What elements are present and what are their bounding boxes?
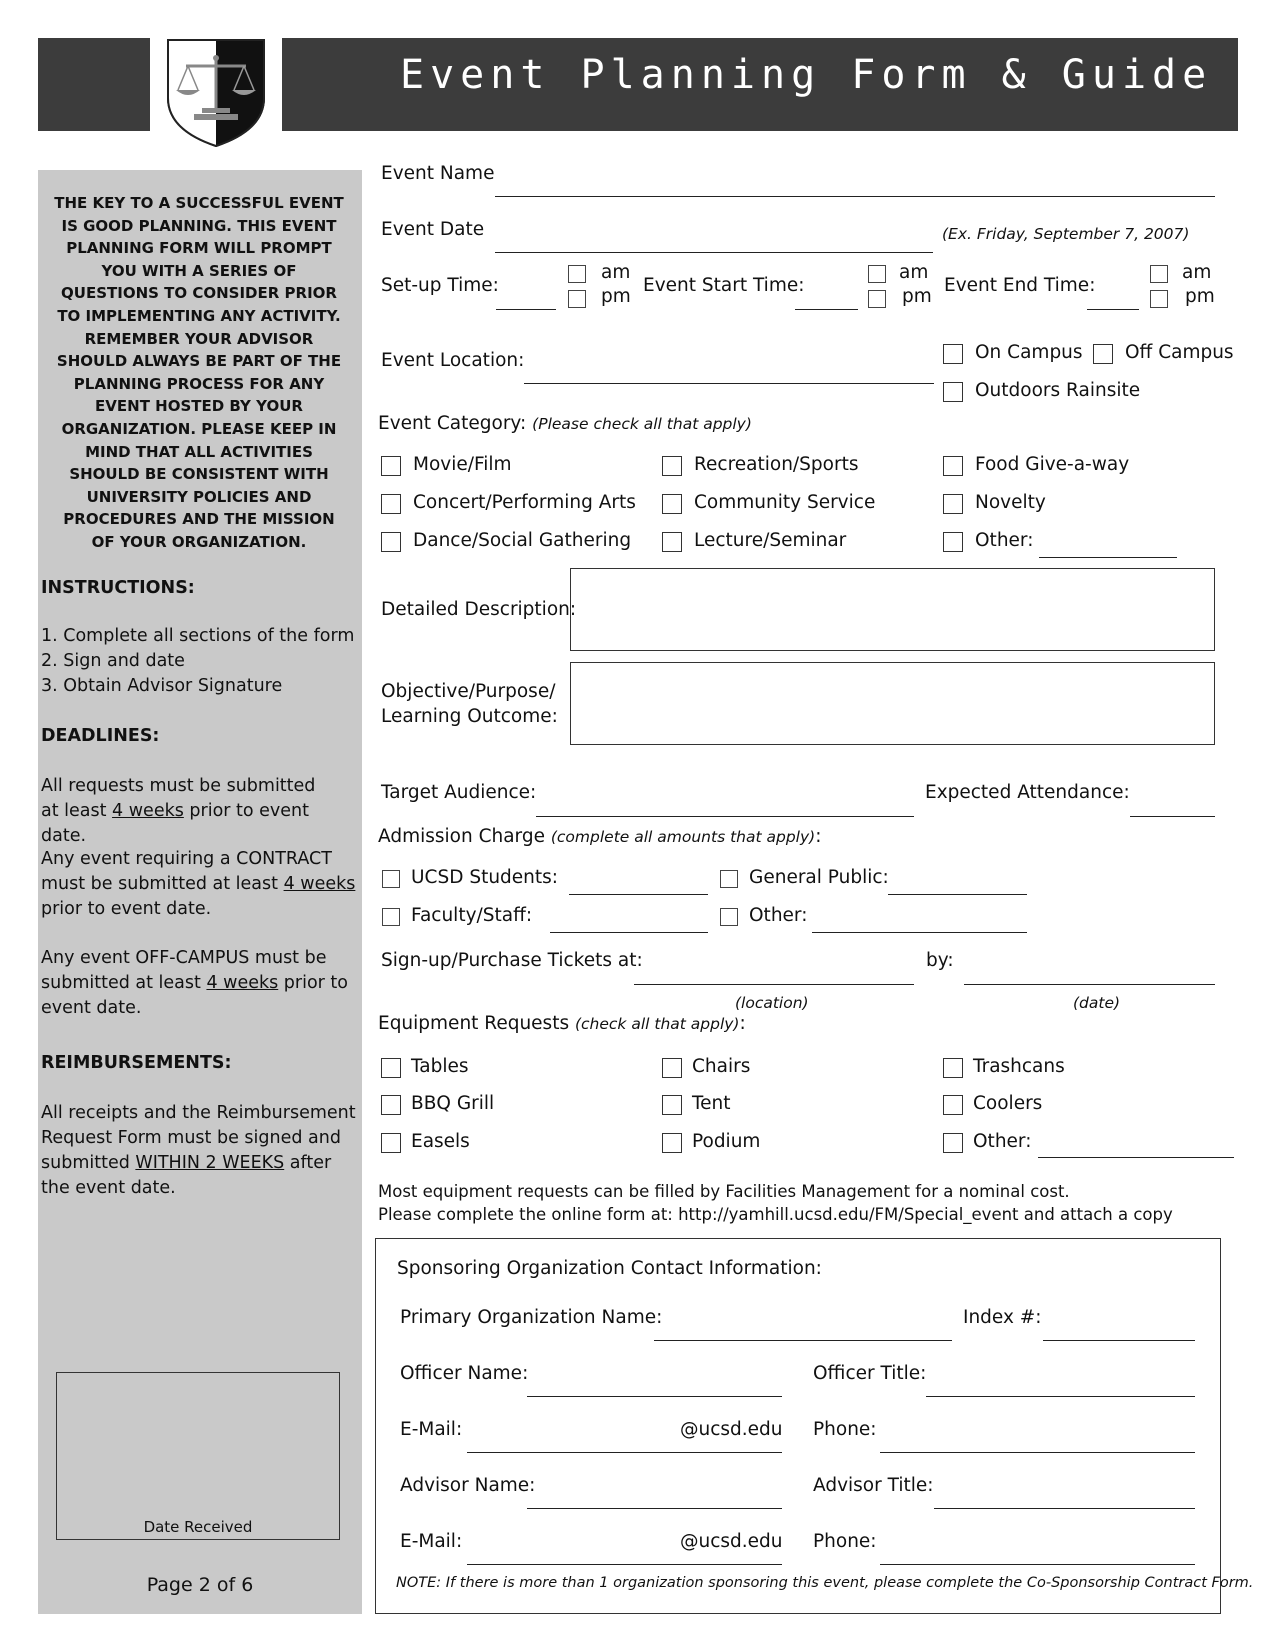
deadline-1: All requests must be submitted at least 4 weeks prior to event date.	[41, 776, 316, 846]
advisor-email-field[interactable]	[467, 1564, 782, 1565]
sidebar-intro: THE KEY TO A SUCCESSFUL EVENT IS GOOD PLANNING. THIS EVENT PLANNING FORM WILL PROMPT YOU WITH A SERIES OF QUESTIONS TO CONSIDER PRIOR TO IMPLEMENTING ANY ACTIVITY. REMEMBER YOUR ADVISOR SHOULD ALWAYS BE PART OF THE PLANNING PROCESS FOR ANY EVENT HOSTED BY YOUR ORGANIZATION. PLEASE KEEP IN MIND THAT ALL ACTIVITIES SHOULD BE CONSISTENT WITH UNIVERSITY POLICIES AND PROCEDURES AND THE MISSION OF YOUR ORGANIZATION.	[54, 194, 344, 551]
officer-email-domain: @ucsd.edu	[680, 1419, 783, 1440]
deadline-3: Any event OFF-CAMPUS must be submitted at least 4 weeks prior to event date.	[41, 948, 348, 1018]
general-public-checkbox[interactable]	[720, 870, 738, 888]
category-dance-label: Dance/Social Gathering	[413, 530, 632, 551]
start-time-field[interactable]	[795, 309, 858, 310]
index-field[interactable]	[1043, 1340, 1195, 1341]
date-received-box[interactable]	[56, 1372, 340, 1540]
start-pm-checkbox[interactable]	[868, 290, 886, 308]
location-field[interactable]	[524, 383, 934, 384]
off-campus-label: Off Campus	[1125, 342, 1234, 363]
officer-title-label: Officer Title:	[813, 1363, 927, 1384]
scales-of-justice-logo	[150, 38, 282, 148]
location-label: Event Location:	[381, 350, 525, 371]
date-hint: (date)	[1073, 994, 1121, 1012]
start-am-checkbox[interactable]	[868, 265, 886, 283]
equipment-other-label: Other:	[973, 1131, 1032, 1152]
outdoors-rainsite-label: Outdoors Rainsite	[975, 380, 1141, 401]
facilities-note-2: Please complete the online form at: http://yamhill.ucsd.edu/FM/Special_event and attach a copy	[378, 1205, 1173, 1224]
category-recreation-checkbox[interactable]	[662, 456, 682, 476]
equipment-tables-label: Tables	[411, 1056, 469, 1077]
signup-by-label: by:	[926, 950, 954, 971]
equipment-bbq-checkbox[interactable]	[381, 1095, 401, 1115]
category-label: Event Category: (Please check all that apply)	[378, 413, 752, 434]
category-food-label: Food Give-a-way	[975, 454, 1130, 475]
category-other-checkbox[interactable]	[943, 532, 963, 552]
description-box[interactable]	[570, 568, 1215, 651]
equipment-coolers-checkbox[interactable]	[943, 1095, 963, 1115]
reimbursement-text: All receipts and the Reimbursement Request Form must be signed and submitted WITHIN 2 WEEKS after the event date.	[41, 1103, 356, 1198]
equipment-tent-label: Tent	[692, 1093, 731, 1114]
equipment-coolers-label: Coolers	[973, 1093, 1043, 1114]
end-pm-label: pm	[1185, 286, 1215, 307]
setup-time-label: Set-up Time:	[381, 275, 499, 296]
description-label: Detailed Description:	[381, 599, 577, 620]
objective-label-2: Learning Outcome:	[381, 706, 558, 727]
signup-date-field[interactable]	[964, 984, 1215, 985]
category-other-label: Other:	[975, 530, 1034, 551]
page-number: Page 2 of 6	[146, 1574, 254, 1596]
category-food-checkbox[interactable]	[943, 456, 963, 476]
end-time-field[interactable]	[1087, 309, 1139, 310]
faculty-staff-checkbox[interactable]	[382, 908, 400, 926]
category-concert-checkbox[interactable]	[381, 494, 401, 514]
org-name-field[interactable]	[654, 1340, 952, 1341]
category-novelty-checkbox[interactable]	[943, 494, 963, 514]
category-other-field[interactable]	[1039, 557, 1177, 558]
logo-box	[150, 38, 282, 148]
equipment-podium-checkbox[interactable]	[662, 1133, 682, 1153]
officer-email-label: E-Mail:	[400, 1419, 463, 1440]
officer-name-label: Officer Name:	[400, 1363, 529, 1384]
equipment-chairs-label: Chairs	[692, 1056, 751, 1077]
objective-box[interactable]	[570, 662, 1215, 745]
equipment-trashcans-checkbox[interactable]	[943, 1058, 963, 1078]
advisor-name-label: Advisor Name:	[400, 1475, 536, 1496]
faculty-staff-label: Faculty/Staff:	[411, 905, 533, 926]
category-dance-checkbox[interactable]	[381, 532, 401, 552]
target-audience-label: Target Audience:	[381, 782, 537, 803]
category-lecture-label: Lecture/Seminar	[694, 530, 847, 551]
faculty-staff-field[interactable]	[550, 932, 708, 933]
instruction-3: 3. Obtain Advisor Signature	[41, 676, 283, 696]
objective-label-1: Objective/Purpose/	[381, 681, 556, 702]
equipment-trashcans-label: Trashcans	[973, 1056, 1065, 1077]
admission-other-checkbox[interactable]	[720, 908, 738, 926]
equipment-label: Equipment Requests (check all that apply):	[378, 1013, 746, 1034]
off-campus-checkbox[interactable]	[1093, 344, 1113, 364]
advisor-email-domain: @ucsd.edu	[680, 1531, 783, 1552]
end-time-label: Event End Time:	[944, 275, 1096, 296]
equipment-other-checkbox[interactable]	[943, 1133, 963, 1153]
deadlines-heading: DEADLINES:	[41, 726, 160, 746]
admission-label: Admission Charge (complete all amounts that apply):	[378, 826, 822, 847]
admission-other-label: Other:	[749, 905, 808, 926]
equipment-easels-label: Easels	[411, 1131, 470, 1152]
setup-pm-checkbox[interactable]	[568, 290, 586, 308]
on-campus-checkbox[interactable]	[943, 344, 963, 364]
officer-name-field[interactable]	[527, 1396, 782, 1397]
advisor-title-field[interactable]	[934, 1508, 1195, 1509]
co-sponsorship-note: NOTE: If there is more than 1 organization sponsoring this event, please complete the Co-Sponsorship Contract Form.	[396, 1575, 1254, 1591]
deadline-2: Any event requiring a CONTRACT must be submitted at least 4 weeks prior to event date.	[41, 849, 356, 919]
ucsd-students-checkbox[interactable]	[382, 870, 400, 888]
setup-am-checkbox[interactable]	[568, 265, 586, 283]
page-title: Event Planning Form & Guide	[400, 52, 1213, 98]
signup-location-field[interactable]	[634, 984, 914, 985]
general-public-field[interactable]	[888, 894, 1027, 895]
equipment-bbq-label: BBQ Grill	[411, 1093, 495, 1114]
attendance-field[interactable]	[1130, 816, 1215, 817]
outdoors-rainsite-checkbox[interactable]	[943, 382, 963, 402]
org-name-label: Primary Organization Name:	[400, 1307, 663, 1328]
date-received-label: Date Received	[143, 1518, 253, 1536]
category-community-label: Community Service	[694, 492, 876, 513]
officer-email-field[interactable]	[467, 1452, 782, 1453]
end-am-label: am	[1182, 262, 1212, 283]
officer-phone-label: Phone:	[813, 1419, 877, 1440]
category-novelty-label: Novelty	[975, 492, 1046, 513]
start-am-label: am	[899, 262, 929, 283]
index-label: Index #:	[963, 1307, 1042, 1328]
contact-title: Sponsoring Organization Contact Information:	[397, 1258, 822, 1279]
facilities-note-1: Most equipment requests can be filled by Facilities Management for a nominal cost.	[378, 1182, 1070, 1201]
event-date-field[interactable]	[495, 252, 933, 253]
officer-title-field[interactable]	[926, 1396, 1195, 1397]
contact-info-box	[375, 1238, 1221, 1614]
event-date-example: (Ex. Friday, September 7, 2007)	[942, 225, 1190, 243]
location-hint: (location)	[735, 994, 809, 1012]
equipment-easels-checkbox[interactable]	[381, 1133, 401, 1153]
category-movie-label: Movie/Film	[413, 454, 512, 475]
advisor-title-label: Advisor Title:	[813, 1475, 934, 1496]
signup-label: Sign-up/Purchase Tickets at:	[381, 950, 643, 971]
ucsd-students-field[interactable]	[569, 894, 708, 895]
target-audience-field[interactable]	[536, 816, 914, 817]
setup-pm-label: pm	[601, 286, 631, 307]
officer-phone-field[interactable]	[880, 1452, 1195, 1453]
instruction-1: 1. Complete all sections of the form	[41, 626, 355, 646]
advisor-email-label: E-Mail:	[400, 1531, 463, 1552]
equipment-tables-checkbox[interactable]	[381, 1058, 401, 1078]
category-lecture-checkbox[interactable]	[662, 532, 682, 552]
end-am-checkbox[interactable]	[1150, 265, 1168, 283]
setup-am-label: am	[601, 262, 631, 283]
category-movie-checkbox[interactable]	[381, 456, 401, 476]
ucsd-students-label: UCSD Students:	[411, 867, 559, 888]
equipment-other-field[interactable]	[1038, 1157, 1234, 1158]
admission-other-field[interactable]	[812, 932, 1027, 933]
category-recreation-label: Recreation/Sports	[694, 454, 859, 475]
advisor-name-field[interactable]	[527, 1508, 782, 1509]
on-campus-label: On Campus	[975, 342, 1083, 363]
category-community-checkbox[interactable]	[662, 494, 682, 514]
start-pm-label: pm	[902, 286, 932, 307]
category-concert-label: Concert/Performing Arts	[413, 492, 636, 513]
end-pm-checkbox[interactable]	[1150, 290, 1168, 308]
event-name-field[interactable]	[495, 196, 1215, 197]
event-date-label: Event Date	[381, 219, 485, 240]
event-name-label: Event Name	[381, 163, 495, 184]
advisor-phone-field[interactable]	[880, 1564, 1195, 1565]
equipment-tent-checkbox[interactable]	[662, 1095, 682, 1115]
equipment-podium-label: Podium	[692, 1131, 761, 1152]
setup-time-field[interactable]	[496, 309, 556, 310]
start-time-label: Event Start Time:	[643, 275, 805, 296]
general-public-label: General Public:	[749, 867, 889, 888]
instruction-2: 2. Sign and date	[41, 651, 185, 671]
equipment-chairs-checkbox[interactable]	[662, 1058, 682, 1078]
reimbursements-heading: REIMBURSEMENTS:	[41, 1053, 232, 1073]
advisor-phone-label: Phone:	[813, 1531, 877, 1552]
attendance-label: Expected Attendance:	[925, 782, 1130, 803]
instructions-heading: INSTRUCTIONS:	[41, 578, 195, 598]
